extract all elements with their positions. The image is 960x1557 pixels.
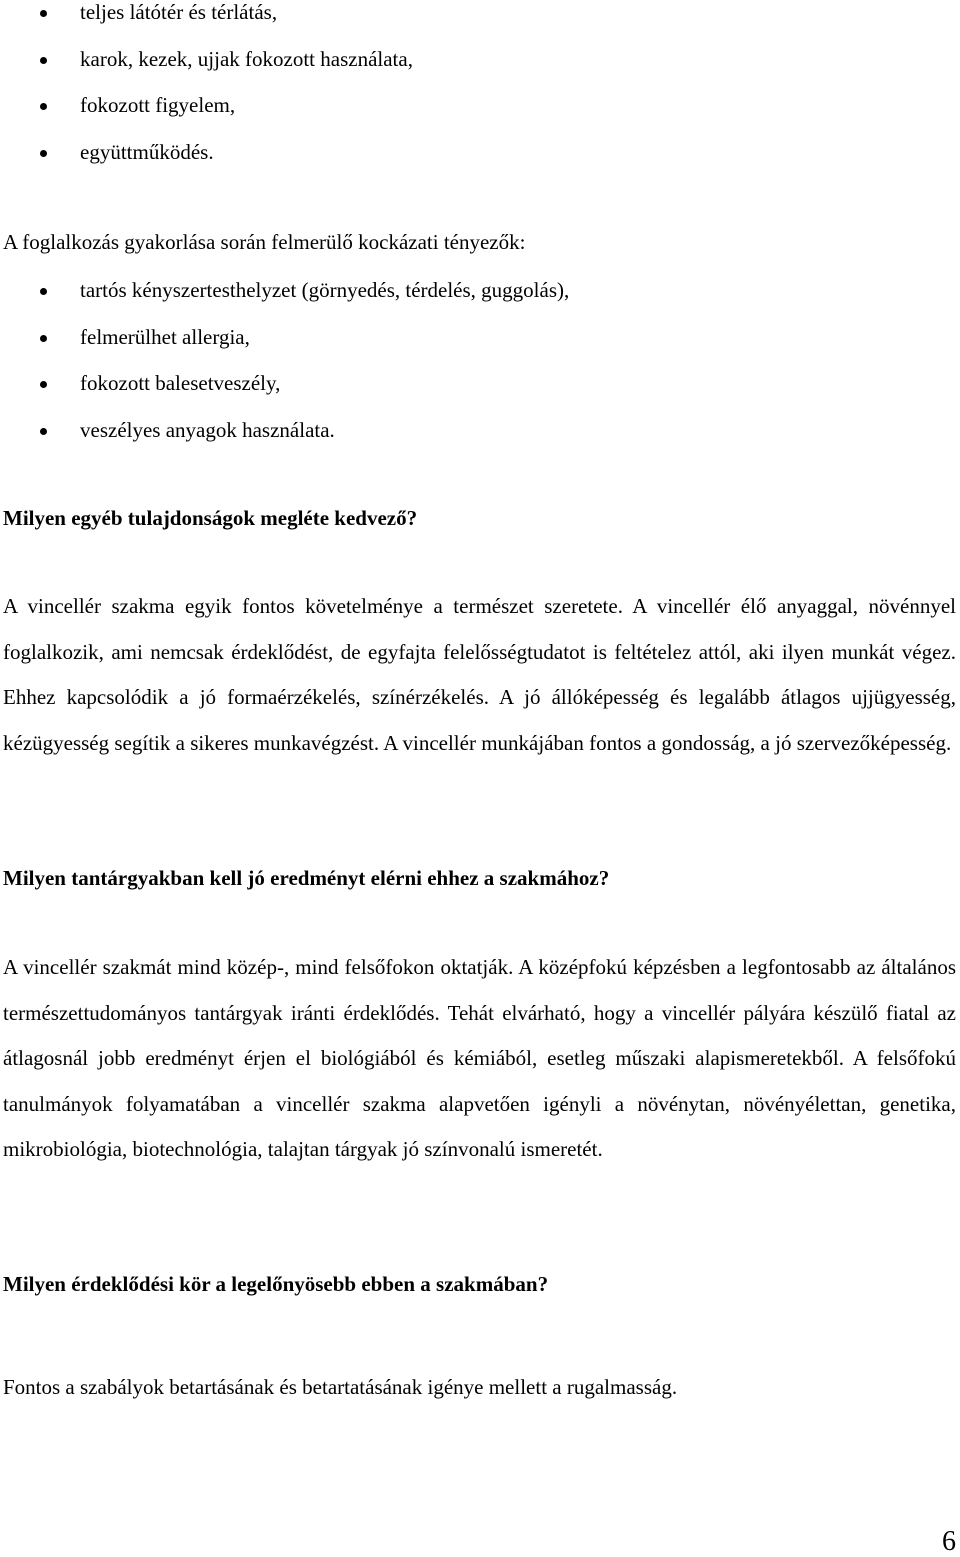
list-item: fokozott balesetveszély, [0, 371, 960, 418]
bullet-icon [40, 103, 47, 110]
bullet-icon [40, 57, 47, 64]
list-item: tartós kényszertesthelyzet (görnyedés, térdelés, guggolás), [0, 278, 960, 325]
top-bullet-list [0, 0, 960, 186]
risks-intro: A foglalkozás gyakorlása során felmerülő kockázati tényezők: [3, 230, 526, 254]
bullet-icon [40, 428, 47, 435]
section-heading: Milyen tantárgyakban kell jó eredményt elérni ehhez a szakmához? [3, 866, 610, 890]
section-paragraph: A vincellér szakmát mind közép-, mind felsőfokon oktatják. A középfokú képzésben a legfontosabb az általános természettudományos tantárgyak iránti érdeklődés. Tehát elvárható, hogy a vincellér pályára készülő fiatal az átlagosnál jobb eredményt érjen el biológiából és kémiából, esetleg műszaki alapismeretekből. A felsőfokú tanulmányok folyamatában a vincellér szakma alapvetően igényli a növénytan, növényélettan, genetika, mikrobiológia, biotechnológia, talajtan tárgyak jó színvonalú ismeretét. [3, 955, 956, 1161]
list-item: fokozott figyelem, [0, 93, 960, 140]
bullet-icon [40, 288, 47, 295]
bullet-icon [40, 335, 47, 342]
section-heading: Milyen egyéb tulajdonságok megléte kedvező? [3, 506, 418, 530]
list-item: teljes látótér és térlátás, [0, 0, 960, 47]
bullet-icon [40, 150, 47, 157]
bullet-icon [40, 10, 47, 17]
section-heading: Milyen érdeklődési kör a legelőnyösebb ebben a szakmában? [3, 1272, 549, 1296]
risks-bullet-list [0, 278, 960, 464]
list-item: karok, kezek, ujjak fokozott használata, [0, 47, 960, 94]
list-item: együttműködés. [0, 140, 960, 187]
page-number: 6 [942, 1526, 956, 1557]
list-item: veszélyes anyagok használata. [0, 418, 960, 465]
list-item: felmerülhet allergia, [0, 325, 960, 372]
section-paragraph: A vincellér szakma egyik fontos követelménye a természet szeretete. A vincellér élő anyaggal, növénnyel foglalkozik, ami nemcsak érdeklődést, de egyfajta felelősségtudatot is feltételez attól, aki ilyen munkát végez. Ehhez kapcsolódik a jó formaérzékelés, színérzékelés. A jó állóképesség és legalább átlagos ujjügyesség, kézügyesség segítik a sikeres munkavégzést. A vincellér munkájában fontos a gondosság, a jó szervezőképesség. [3, 594, 956, 755]
bullet-icon [40, 381, 47, 388]
section-paragraph: Fontos a szabályok betartásának és betartatásának igénye mellett a rugalmasság. [3, 1375, 678, 1399]
